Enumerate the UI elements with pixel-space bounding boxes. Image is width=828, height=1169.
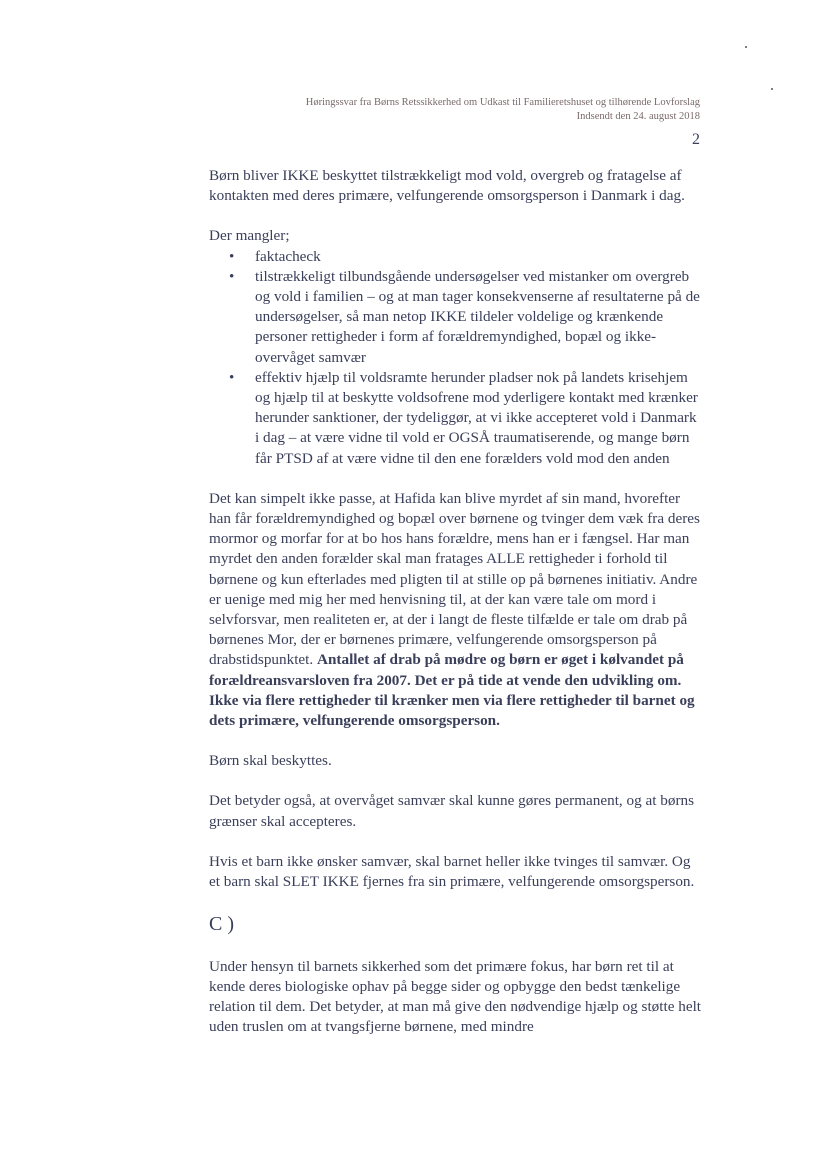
bullet-icon: • [229, 247, 235, 265]
scan-speck [771, 88, 773, 90]
paragraph: Det betyder også, at overvåget samvær skal kunne gøres permanent, og at børns grænser skal accepteres. [209, 792, 695, 830]
header-title: Høringssvar fra Børns Retssikkerhed om Udkast til Familieretshuset og tilhørende Lovforslag [305, 97, 700, 108]
paragraph: Hvis et barn ikke ønsker samvær, skal barnet heller ikke tvinges til samvær. Og et barn skal SLET IKKE fjernes fra sin primære, velfungerende omsorgsperson. [209, 852, 695, 891]
list-item: • faktacheck [255, 247, 702, 267]
bullet-icon: • [229, 368, 235, 386]
bullet-icon: • [229, 267, 235, 285]
section-heading: C ) [209, 913, 234, 936]
mangler-intro: Der mangler; [209, 227, 290, 245]
list-item: • effektiv hjælp til voldsramte herunder pladser nok på landets krisehjem og hjælp til at beskytte voldsofrene mod yderligere kontakt med krænker herunder sanktioner, der tydeliggør, at vi ikke accepteret vold i Danmark i dag – at være vidne til vold er OGSÅ traumatiserende, og mange børn får PTSD af at være vidne til den ene forælders vold mod den anden [229, 368, 698, 467]
paragraph: Under hensyn til barnets sikkerhed som det primære fokus, har børn ret til at kende deres biologiske ophav på begge sider og opbygge den bedst tænkelige relation til dem. Det betyder, at man må give den nødvendige hjælp og støtte helt uden truslen om at tvangsfjerne børnene, med mindre [209, 957, 702, 1036]
list-item: • tilstrækkeligt tilbundsgående undersøgelser ved mistanker om overgreb og vold i familien – og at man tager konsekvenserne af resultaterne på de undersøgelser, så man netop IKKE tildeler voldelige og krænkende personer rettigheder i form af forældremyndighed, bopæl og ikke-overvåget samvær [229, 267, 700, 366]
page-number: 2 [692, 131, 700, 148]
paragraph [209, 489, 702, 731]
paragraph: Børn bliver IKKE beskyttet tilstrækkeligt mod vold, overgreb og fratagelse af kontakten med deres primære, velfungerende omsorgsperson i Danmark i dag. [209, 167, 685, 205]
paragraph: Børn skal beskyttes. [209, 752, 332, 770]
paragraph-text: Det kan simpelt ikke passe, at Hafida kan blive myrdet af sin mand, hvorefter han får forældremyndighed og bopæl over børnene og tvinger dem væk fra deres mormor og morfar for at bo hos hans forældre, mens han er i fængsel. Har man myrdet den anden forælder skal man fratages ALLE rettigheder i forhold til børnene og kun efterlades med pligten til at stille op på børnenes initiativ. Andre er uenige med mig her med henvisning til, at der kan være tale om mord i selvforsvar, men realiteten er, at der i langt de fleste tilfælde er tale om drab på børnenes Mor, der er børnenes primære, velfungerende omsorgsperson på drabstidspunktet. [209, 489, 700, 669]
mangler-list [209, 247, 702, 469]
header-date: Indsendt den 24. august 2018 [576, 111, 700, 122]
scan-speck [745, 46, 747, 48]
document-header [306, 96, 700, 124]
document-body [209, 166, 702, 1057]
emphasis-text: Antallet af drab på mødre og børn er øget i kølvandet på forældreansvarsloven fra 2007. Det er på tide at vende den udvikling om. Ikke via flere rettigheder til krænker men via flere rettigheder til barnet og dets primære, velfungerende omsorgsperson. [209, 651, 695, 730]
